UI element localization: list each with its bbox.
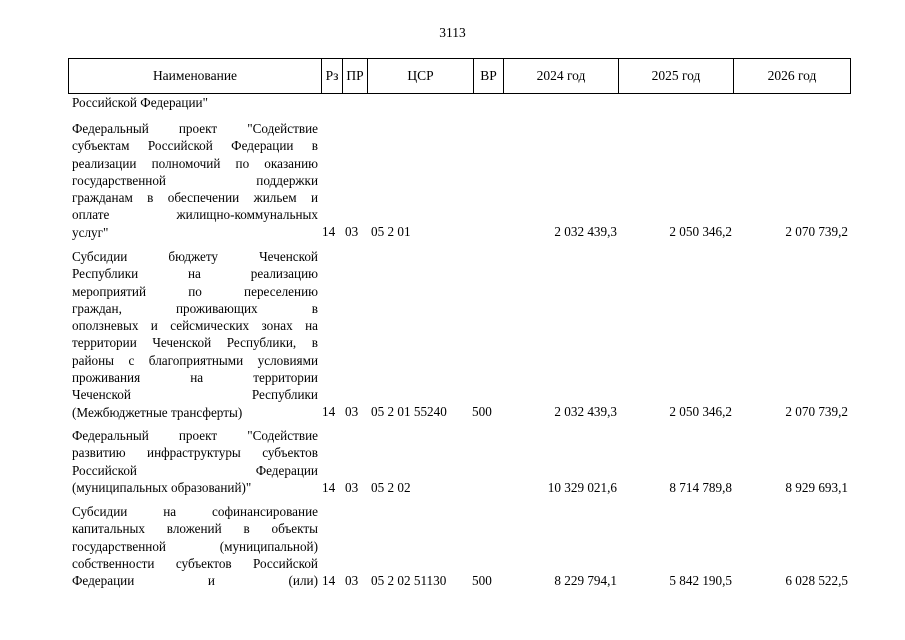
row-name — [72, 94, 318, 111]
row-value-2026: 2 070 739,2 — [785, 224, 848, 239]
row-name-line: государственной поддержки — [72, 172, 318, 188]
row-value-2025: 2 050 346,2 — [669, 224, 732, 239]
row-name — [72, 427, 318, 496]
row-name — [72, 248, 318, 421]
row-name-line: Субсидии бюджету Чеченской — [72, 249, 318, 264]
row-name-line: оползневых и сейсмических зонах на — [72, 318, 318, 334]
row-name-line: Субсидии на софинансирование — [72, 504, 318, 519]
row-name-line: (муниципальных образований)" — [72, 479, 252, 495]
row-name-line: оплате жилищно-коммунальных — [72, 207, 318, 223]
row-value-2024: 2 032 439,3 — [554, 404, 617, 419]
row-name-line: мероприятий по переселению — [72, 283, 318, 299]
row-value-2024: 8 229 794,1 — [554, 573, 617, 588]
row-value-2025: 8 714 789,8 — [669, 480, 732, 495]
row-csr: 05 2 02 51130 — [371, 573, 447, 588]
row-name-line: развитию инфраструктуры субъектов — [72, 445, 318, 461]
row-name-line: субъектам Российской Федерации в — [72, 138, 318, 154]
row-value-2024: 10 329 021,6 — [547, 480, 617, 495]
row-name-line: государственной (муниципальной) — [72, 538, 318, 554]
row-name-line: Российской Федерации" — [72, 95, 208, 110]
row-name-line: гражданам в обеспечении жильем и — [72, 190, 318, 206]
row-value-2026: 2 070 739,2 — [785, 404, 848, 419]
row-value-2026: 8 929 693,1 — [785, 480, 848, 495]
header-rz: Рз — [325, 68, 339, 83]
row-name-line: районы с благоприятными условиями — [72, 352, 318, 368]
row-name-line: территории Чеченской Республики, в — [72, 335, 318, 351]
row-rz: 14 — [322, 573, 336, 588]
row-name-line: Федеральный проект "Содействие — [72, 121, 318, 136]
row-name-line: Федеральный проект "Содействие — [72, 428, 318, 443]
row-pr: 03 — [345, 480, 359, 495]
row-vr: 500 — [472, 404, 492, 419]
row-name-line: проживания на территории — [72, 370, 318, 386]
table-header — [68, 58, 851, 94]
header-pr: ПР — [346, 68, 364, 83]
row-name-line: Российской Федерации — [72, 462, 318, 478]
row-pr: 03 — [345, 404, 359, 419]
row-csr: 05 2 01 55240 — [371, 404, 447, 419]
row-csr: 05 2 01 — [371, 224, 411, 239]
row-name-line: собственности субъектов Российской — [72, 555, 318, 571]
header-vr: ВР — [480, 68, 497, 83]
row-csr: 05 2 02 — [371, 480, 411, 495]
row-value-2024: 2 032 439,3 — [554, 224, 617, 239]
row-name-line: (Межбюджетные трансферты) — [72, 404, 243, 420]
row-value-2026: 6 028 522,5 — [785, 573, 848, 588]
row-name-line: граждан, проживающих в — [72, 300, 318, 316]
row-pr: 03 — [345, 573, 359, 588]
row-name-line: Республики на реализацию — [72, 266, 318, 282]
header-2024: 2024 год — [536, 68, 586, 83]
page-number: 3113 — [439, 25, 466, 40]
row-rz: 14 — [322, 224, 336, 239]
row-name-line: услуг" — [72, 224, 109, 240]
row-name-line: Чеченской Республики — [72, 387, 318, 403]
row-name-line: реализации полномочий по оказанию — [72, 155, 318, 171]
row-rz: 14 — [322, 404, 336, 419]
header-2026: 2026 год — [767, 68, 817, 83]
row-value-2025: 5 842 190,5 — [669, 573, 732, 588]
row-name — [72, 120, 318, 241]
row-rz: 14 — [322, 480, 336, 495]
row-vr: 500 — [472, 573, 492, 588]
row-name-line: капитальных вложений в объекты — [72, 521, 318, 537]
header-name: Наименование — [152, 68, 238, 83]
row-pr: 03 — [345, 224, 359, 239]
row-name — [72, 503, 318, 589]
row-name-line: Федерации и (или) — [72, 573, 318, 589]
row-value-2025: 2 050 346,2 — [669, 404, 732, 419]
header-2025: 2025 год — [651, 68, 701, 83]
header-csr: ЦСР — [407, 68, 434, 83]
